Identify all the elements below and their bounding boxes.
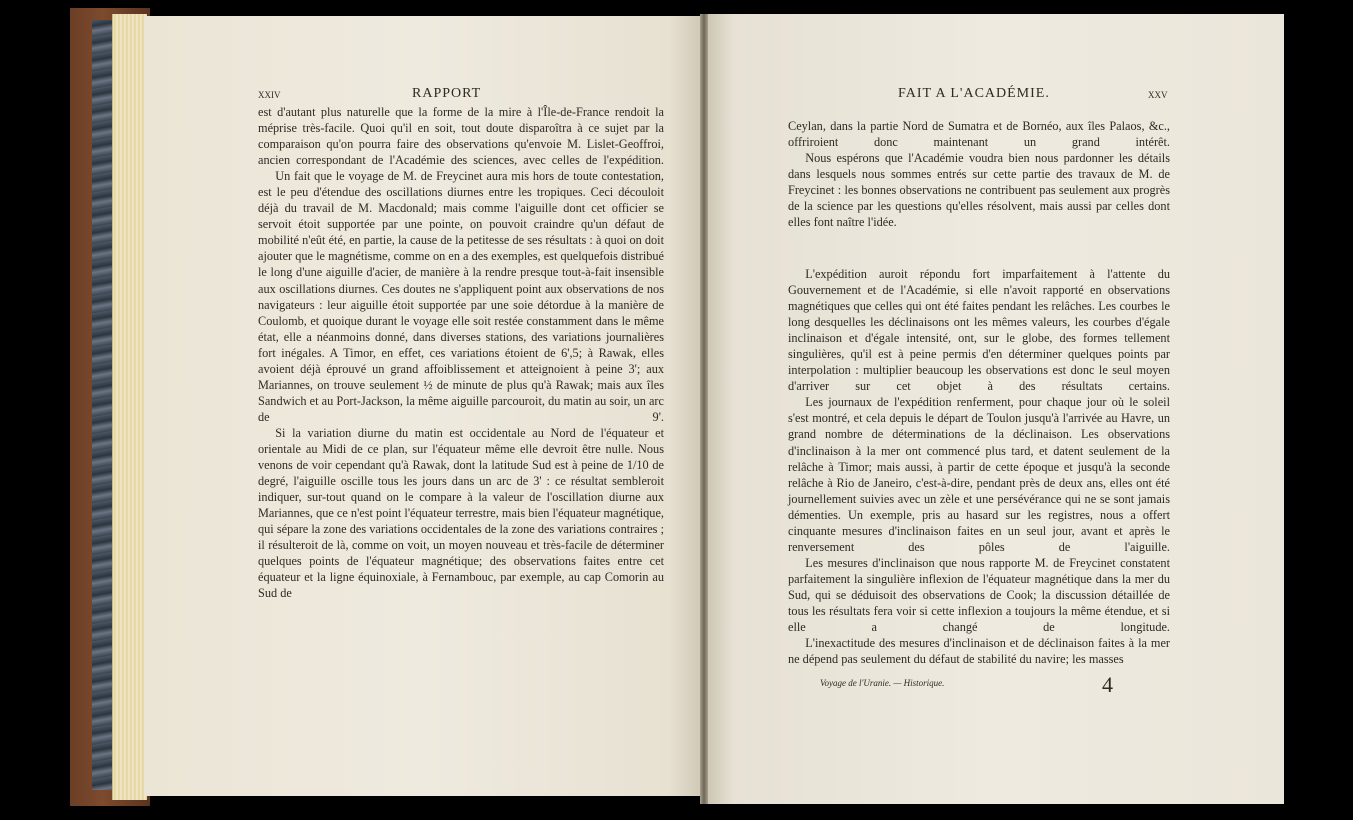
right-paragraph-2: Nous espérons que l'Académie voudra bien nous pardonner les détails dans lesquels nous sommes entrés sur cette partie des travaux de M. de Freycinet : les bonnes observations ne contribuent pas seulement aux progrès de la science par les questions qu'elles résolvent, mais aussi par celles dont elles font naître l'idée. xyxy=(788,151,1170,230)
left-folio: xxiv xyxy=(258,86,281,101)
right-running-head: FAIT A L'ACADÉMIE. xyxy=(898,86,1050,101)
right-paragraph-1: Ceylan, dans la partie Nord de Sumatra et de Bornéo, aux îles Palaos, &c., offriroient donc maintenant un grand intérêt. xyxy=(788,119,1170,150)
left-paragraph-2: Un fait que le voyage de M. de Freycinet aura mis hors de toute contestation, est le peu d'étendue des oscillations diurnes entre les tropiques. Ceci découloit déjà du travail de M. Macdonald; mais comme l'aiguille dont cet officier se servoit étoit supportée par une pointe, on pouvoit craindre qu'un défaut de mobilité n'eût été, en partie, la cause de la petitesse de ses résultats : à quoi on doit ajouter que le magnétisme, comme on en a des exemples, est quelquefois distribué le long d'une aiguille d'acier, de manière à la rendre presque tout-à-fait insensible aux oscillations diurnes. Ces doutes ne s'appliquent point aux observations de nos navigateurs : leur aiguille étoit supportée par une soie détordue à la manière de Coulomb, et quoique durant le voyage elle soit restée constamment dans le même état, elle a néanmoins donné, dans diverses stations, des variations journalières fort inégales. A Timor, en effet, ces variations étoient de 6',5; à Rawak, elles avoient déjà éprouvé un grand affoiblissement et atteignoient à peine 3'; aux Mariannes, on trouve seulement ½ de minute de plus qu'à Rawak; mais aux îles Sandwich et au Port-Jackson, la même aiguille parcouroit, du matin au soir, un arc de 9'. xyxy=(258,169,664,424)
right-body-text-bottom xyxy=(788,266,1170,667)
left-paragraph-1: est d'autant plus naturelle que la forme de la mire à l'Île-de-France rendoit la méprise très-facile. Quoi qu'il en soit, tout doute disparoîtra à ce sujet par la comparaison qu'on pourra faire des observations qu'envoie M. Lislet-Geoffroi, ancien correspondant de l'Académie des sciences, avec celles de l'expédition. xyxy=(258,105,664,168)
book-gutter xyxy=(700,14,708,804)
right-paragraph-3: L'expédition auroit répondu fort imparfaitement à l'attente du Gouvernement et de l'Académie, si elle n'avoit rapporté en observations magnétiques que celles qui ont été faites pendant les relâches. Les courbes le long desquelles les déclinaisons ont les mêmes valeurs, les courbes d'égale inclinaison et d'égale intensité, ont, sur le globe, des formes tellement singulières, qu'il est à peine permis d'en déterminer quelques points par interpolation : multiplier beaucoup les observations est donc le seul moyen d'arriver sur cet objet à des résultats certains. xyxy=(788,267,1170,394)
right-body-text-top xyxy=(788,118,1170,230)
right-paragraph-6: L'inexactitude des mesures d'inclinaison et de déclinaison faites à la mer ne dépend pas seulement du défaut de stabilité du navire; les masses xyxy=(788,636,1170,667)
signature-mark: 4 xyxy=(1102,672,1113,697)
page-footer: Voyage de l'Uranie. — Historique. xyxy=(820,678,945,688)
right-paragraph-5: Les mesures d'inclinaison que nous rapporte M. de Freycinet constatent parfaitement la singulière inflexion de l'équateur magnétique dans la mer du Sud, qui se déduisoit des observations de Cook; la discussion détaillée de tous les résultats fera voir si cette inflexion a toujours la même étendue, et si elle a changé de longitude. xyxy=(788,555,1170,635)
right-paragraph-4: Les journaux de l'expédition renferment, pour chaque jour où le soleil s'est montré, et cela depuis le départ de Toulon jusqu'à l'arrivée au Havre, un grand nombre de déterminations de la déclinaison. Les observations d'inclinaison à la mer ont commencé plus tard, et datent seulement de la relâche à Timor; mais aussi, à partir de cette époque et jusqu'à la seconde relâche à Rio de Janeiro, c'est-à-dire, pendant près de deux ans, elles ont été journellement suivies avec un zèle et une persévérance qui ne se sont jamais démenties. Un exemple, pris au hasard sur les registres, nous a offert cinquante mesures d'inclinaison faites en un seul jour, avant et après le renversement des pôles de l'aiguille. xyxy=(788,395,1170,554)
left-running-head: RAPPORT xyxy=(412,86,482,101)
marbled-endpaper xyxy=(92,20,112,790)
left-body-text xyxy=(258,104,664,601)
right-folio: xxv xyxy=(1148,86,1168,101)
page-edges xyxy=(112,14,147,800)
left-paragraph-3: Si la variation diurne du matin est occidentale au Nord de l'équateur et orientale au Midi de ce plan, sur l'équateur même elle devroit être nulle. Nous venons de voir cependant qu'à Rawak, dont la latitude Sud est à peine de 1/10 de degré, l'aiguille oscille tous les jours dans un arc de 3' : ce résultat sembleroit indiquer, sur-tout quand on le compare à la valeur de l'oscillation diurne aux Mariannes, que ce n'est point l'équateur terrestre, mais bien l'équateur magnétique, qui sépare la zone des variations occidentales de la zone des variations contraires ; il résulteroit de là, comme on voit, un moyen nouveau et très-facile de déterminer quelques points de l'équateur magnétique; des observations faites entre cet équateur et la ligne équinoxiale, à Fernambouc, par exemple, au cap Comorin au Sud de xyxy=(258,425,664,601)
